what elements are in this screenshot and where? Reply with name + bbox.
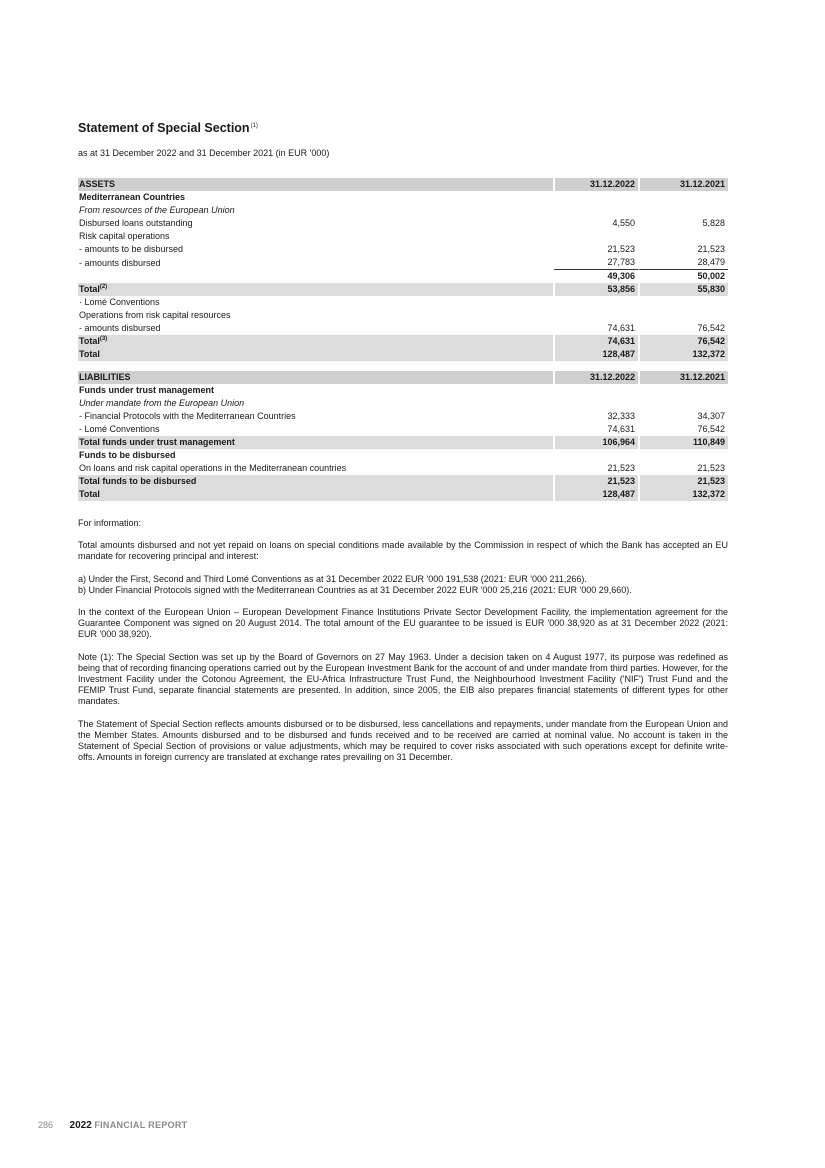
note-paragraph-statement: The Statement of Special Section reflects amounts disbursed or to be disbursed, less cancellations and repayments, under mandate from the European Union and the Member States. Amounts disbursed and to be disbursed and funds received and to be received are carried at nominal value. No account is taken in the Statement of Special Section of provisions or value adjustments, which may be required to cover risks associated with such operations except for definite write-offs. Amounts in foreign currency are translated at exchange rates prevailing on 31 December. (78, 718, 728, 763)
page-footer (38, 1119, 187, 1132)
liabilities-row (78, 436, 728, 449)
assets-label-text: Total (79, 349, 100, 359)
assets-row-label (78, 217, 553, 230)
assets-row (78, 283, 728, 296)
assets-value-2022: 53,856 (553, 283, 638, 296)
statement-title (78, 119, 728, 136)
liabilities-col-2021: 31.12.2021 (638, 371, 728, 384)
note-item-b: b) Under Financial Protocols signed with the Mediterranean Countries as at 31 December 2022 EUR '000 25,216 (2021: EUR '000 29,660). (78, 584, 632, 595)
assets-row (78, 243, 728, 256)
liabilities-row-label (78, 436, 553, 449)
liabilities-col-2022: 31.12.2022 (553, 371, 638, 384)
assets-value-2022: 21,523 (553, 243, 638, 256)
assets-value-2021 (638, 204, 728, 217)
assets-value-2021: 28,479 (638, 256, 728, 270)
liabilities-value-2022: 32,333 (553, 410, 638, 423)
assets-col-2021: 31.12.2021 (638, 178, 728, 191)
assets-value-2022: 4,550 (553, 217, 638, 230)
footer-report-title: FINANCIAL REPORT (94, 1120, 188, 1130)
statement-subtitle: as at 31 December 2022 and 31 December 2021 (in EUR '000) (78, 148, 330, 158)
liabilities-value-2021: 110,849 (638, 436, 728, 449)
liabilities-label-text: Total funds to be disbursed (79, 476, 197, 486)
assets-row-label (78, 322, 553, 335)
liabilities-row-label (78, 384, 553, 397)
assets-label-text: Mediterranean Countries (79, 192, 186, 202)
assets-row-label (78, 270, 553, 283)
liabilities-value-2021: 132,372 (638, 488, 728, 501)
liabilities-row (78, 423, 728, 436)
assets-row-label (78, 335, 553, 348)
assets-value-2022 (553, 191, 638, 204)
assets-row-label (78, 348, 553, 361)
liabilities-label-text: Under mandate from the European Union (79, 398, 245, 408)
for-information-label: For information: (78, 518, 142, 528)
page-number: 286 (38, 1120, 54, 1130)
assets-value-2021: 5,828 (638, 217, 728, 230)
liabilities-value-2021: 21,523 (638, 462, 728, 475)
assets-row-label (78, 283, 553, 296)
liabilities-row (78, 384, 728, 397)
liabilities-row-label (78, 475, 553, 488)
assets-row (78, 348, 728, 361)
liabilities-row (78, 397, 728, 410)
liabilities-label-text: Total funds under trust management (79, 437, 235, 447)
assets-value-2021: 76,542 (638, 322, 728, 335)
assets-row (78, 270, 728, 283)
assets-footnote-marker: (3) (99, 336, 108, 342)
assets-row-label (78, 204, 553, 217)
assets-row-label (78, 309, 553, 322)
assets-row (78, 256, 728, 270)
liabilities-value-2022 (553, 384, 638, 397)
assets-value-2022: 49,306 (553, 270, 638, 283)
assets-row (78, 322, 728, 335)
liabilities-label-text: Funds to be disbursed (79, 450, 176, 460)
liabilities-heading: LIABILITIES (78, 371, 553, 384)
assets-label-text: Disbursed loans outstanding (79, 218, 193, 228)
assets-label-text: - amounts disbursed (79, 257, 161, 268)
liabilities-label-text: Funds under trust management (79, 385, 215, 395)
assets-value-2022 (553, 309, 638, 322)
liabilities-table (78, 371, 728, 501)
liabilities-row-label (78, 462, 553, 475)
assets-row (78, 204, 728, 217)
assets-row-label (78, 191, 553, 204)
assets-label-text: · Lomé Conventions (79, 297, 160, 307)
liabilities-row (78, 410, 728, 423)
assets-row (78, 230, 728, 243)
liabilities-label-text: - Lomé Conventions (79, 424, 160, 434)
liabilities-label-text: Total (79, 489, 100, 499)
assets-value-2021: 21,523 (638, 243, 728, 256)
assets-row (78, 296, 728, 309)
liabilities-value-2022 (553, 397, 638, 410)
assets-row-label (78, 243, 553, 256)
liabilities-row (78, 488, 728, 501)
liabilities-value-2021 (638, 397, 728, 410)
assets-value-2021 (638, 296, 728, 309)
liabilities-value-2022: 106,964 (553, 436, 638, 449)
title-footnote-marker: (1) (250, 123, 258, 129)
liabilities-row-label (78, 449, 553, 462)
liabilities-value-2022: 21,523 (553, 462, 638, 475)
assets-value-2021: 55,830 (638, 283, 728, 296)
assets-value-2022: 27,783 (553, 256, 638, 270)
liabilities-value-2021: 76,542 (638, 423, 728, 436)
liabilities-value-2021: 34,307 (638, 410, 728, 423)
assets-col-2022: 31.12.2022 (553, 178, 638, 191)
note-paragraph-guarantee: In the context of the European Union – European Development Finance Institutions Private Sector Development Facility, the implementation agreement for the Guarantee Component was signed on 20 August 2014. The total amount of the EU guarantee to be issued is EUR '000 38,920 as at 31 December 2022 (2021: EUR '000 38,920). (78, 607, 728, 640)
assets-row-label (78, 296, 553, 309)
assets-label-text: - amounts to be disbursed (79, 244, 184, 254)
liabilities-label-text: - Financial Protocols with the Mediterranean Countries (79, 411, 296, 421)
title-text: Statement of Special Section (78, 121, 250, 135)
notes-section (78, 518, 728, 763)
assets-label-text: - amounts disbursed (79, 323, 161, 333)
assets-value-2021: 76,542 (638, 335, 728, 348)
liabilities-value-2022 (553, 449, 638, 462)
footer-year: 2022 (69, 1120, 92, 1131)
assets-value-2022 (553, 230, 638, 243)
assets-row-label (78, 256, 553, 270)
statement-content (78, 119, 728, 774)
liabilities-value-2021 (638, 384, 728, 397)
liabilities-value-2022: 21,523 (553, 475, 638, 488)
assets-row (78, 217, 728, 230)
liabilities-value-2021: 21,523 (638, 475, 728, 488)
note-paragraph-disbursed: Total amounts disbursed and not yet repaid on loans on special conditions made available by the Commission in respect of which the Bank has accepted an EU mandate for recovering principal and interest: (78, 540, 728, 562)
assets-value-2021 (638, 309, 728, 322)
liabilities-label-text: On loans and risk capital operations in the Mediterranean countries (79, 463, 347, 473)
assets-heading: ASSETS (78, 178, 553, 191)
assets-value-2022: 74,631 (553, 335, 638, 348)
assets-value-2021: 132,372 (638, 348, 728, 361)
assets-value-2021 (638, 230, 728, 243)
assets-label-text: From resources of the European Union (79, 205, 235, 215)
liabilities-row (78, 462, 728, 475)
liabilities-row (78, 449, 728, 462)
assets-value-2022 (553, 296, 638, 309)
liabilities-row-label (78, 488, 553, 501)
assets-label-text: Operations from risk capital resources (79, 310, 231, 320)
liabilities-row (78, 475, 728, 488)
liabilities-row-label (78, 423, 553, 436)
assets-row (78, 309, 728, 322)
liabilities-header-row (78, 371, 728, 384)
assets-header-row (78, 178, 728, 191)
assets-row (78, 335, 728, 348)
assets-label-text: Total (79, 336, 100, 346)
assets-value-2021: 50,002 (638, 270, 728, 283)
liabilities-value-2022: 128,487 (553, 488, 638, 501)
assets-row (78, 191, 728, 204)
assets-value-2022: 74,631 (553, 322, 638, 335)
assets-value-2021 (638, 191, 728, 204)
assets-table (78, 178, 728, 361)
assets-footnote-marker: (2) (99, 284, 108, 290)
liabilities-row-label (78, 410, 553, 423)
note-item-a: a) Under the First, Second and Third Lomé Conventions as at 31 December 2022 EUR '000 191,538 (2021: EUR '000 211,266). (78, 573, 587, 584)
liabilities-value-2022: 74,631 (553, 423, 638, 436)
note-1-paragraph: Note (1): The Special Section was set up by the Board of Governors on 27 May 1963. Under a decision taken on 4 August 1977, its purpose was redefined as being that of recording financing operations carried out by the European Investment Bank for the account of and under mandate from third parties. However, for the Investment Facility under the Cotonou Agreement, the EU-Africa Infrastructure Trust Fund, the Neighbourhood Investment Facility ('NIF') Trust Fund and the FEMIP Trust Fund, separate financial statements are presented. In addition, since 2005, the EIB also prepares financial statements of different types for other mandates. (78, 651, 728, 707)
assets-value-2022: 128,487 (553, 348, 638, 361)
assets-row-label (78, 230, 553, 243)
liabilities-value-2021 (638, 449, 728, 462)
assets-value-2022 (553, 204, 638, 217)
assets-label-text: Total (79, 284, 100, 294)
liabilities-row-label (78, 397, 553, 410)
assets-label-text: Risk capital operations (79, 231, 170, 241)
